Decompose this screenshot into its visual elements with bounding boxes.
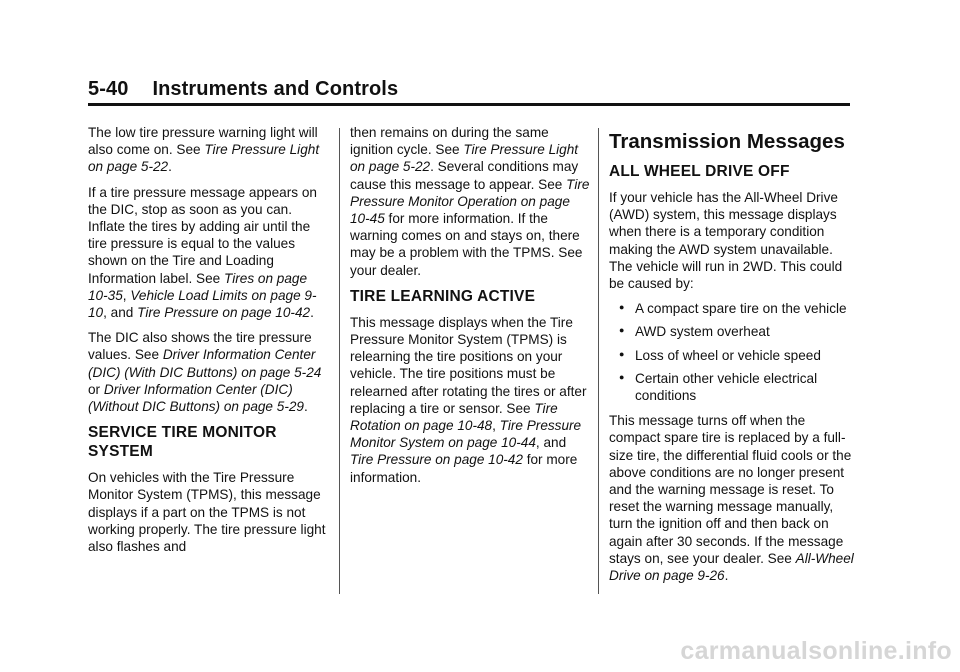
text: If a tire pressure message appears on the DIC, stop as soon as you can. Inflate the tires by adding air until the tire pressure is equal to the values shown on the Tire and Loading Information label. See — [88, 184, 317, 286]
heading-service-tire-monitor: SERVICE TIRE MONITOR SYSTEM — [88, 424, 277, 461]
list-item-text: Certain other vehicle electrical conditions — [635, 370, 818, 404]
bullet-icon: ● — [619, 371, 625, 382]
link-tire-pressure-light[interactable]: Tire Pressure Light on page 5-22 — [350, 142, 579, 175]
link-tire-pressure[interactable]: Tire Pressure on page 10-42 — [137, 305, 311, 321]
column-divider-1 — [339, 128, 340, 594]
text: . — [168, 159, 172, 175]
list-item-text: A compact spare tire on the vehicle — [635, 301, 847, 317]
text: or — [88, 381, 104, 397]
list-item — [609, 300, 854, 317]
paragraph-low-pressure — [88, 124, 328, 176]
column-2 — [350, 124, 590, 494]
paragraph-tpms: On vehicles with the Tire Pressure Monitor System (TPMS), this message displays if a part on the TPMS is not working properly. The tire pressure light also flashes and — [88, 470, 326, 555]
text: , and — [535, 435, 567, 451]
heading-all-wheel-drive-off: ALL WHEEL DRIVE OFF — [609, 163, 790, 180]
text: This message displays when the Tire Pressure Monitor System (TPMS) is relearning the tire positions on your vehicle. The tire positions must be relearned after rotating the tires or after replacing a tire or sensor. See — [350, 314, 587, 416]
text: , and — [103, 305, 138, 321]
link-dic-without-buttons[interactable]: Driver Information Center (DIC) (Without DIC Buttons) on page 5-29 — [88, 381, 304, 415]
header-rule — [88, 103, 850, 106]
bullet-icon: ● — [619, 348, 625, 359]
link-vehicle-load-limits[interactable]: Vehicle Load Limits on page 9-10 — [88, 287, 317, 321]
page-number: 5-40 — [88, 78, 129, 100]
link-tires[interactable]: Tires on page 10-35 — [88, 270, 308, 303]
text: . Several conditions may cause this message to appear. See — [350, 159, 579, 192]
column-3 — [609, 124, 854, 592]
link-dic-with-buttons[interactable]: Driver Information Center (DIC) (With DIC Buttons) on page 5-24 — [88, 347, 322, 380]
heading-transmission-messages: Transmission Messages — [609, 130, 845, 153]
text: The low tire pressure warning light will also come on. See — [88, 125, 318, 158]
list-item — [609, 347, 854, 364]
paragraph-tire-learning — [350, 314, 590, 486]
link-tire-pressure-light[interactable]: Tire Pressure Light on page 5-22 — [88, 142, 320, 175]
text: The DIC also shows the tire pressure values. See — [88, 330, 312, 363]
text: . — [724, 568, 729, 584]
awd-causes-list — [609, 300, 854, 404]
text: . — [310, 305, 314, 321]
text: for more information. — [350, 452, 578, 485]
link-tire-pressure[interactable]: Tire Pressure on page 10-42 — [350, 452, 523, 468]
paragraph-inflate — [88, 184, 328, 322]
watermark: carmanualsonline.info — [680, 637, 952, 665]
bullet-icon: ● — [619, 325, 625, 336]
link-tpms-operation[interactable]: Tire Pressure Monitor Operation on page 10-45 — [350, 176, 590, 227]
paragraph-dic-values — [88, 329, 328, 415]
column-divider-2 — [598, 128, 599, 594]
list-item — [609, 370, 854, 404]
text: This message turns off when the compact spare tire is replaced by a full-size tire, the differential fluid cools or the above conditions are no longer present and the warning message is reset. To reset the warning message manually, turn the ignition off and then back on again after 30 seconds. If the message stays on, see your dealer. See — [609, 413, 852, 566]
list-item — [609, 323, 854, 340]
link-tpms-system[interactable]: Tire Pressure Monitor System on page 10-44 — [350, 418, 582, 451]
bullet-icon: ● — [619, 302, 625, 313]
section-title: Instruments and Controls — [152, 78, 399, 100]
text: for more information. If the warning comes on and stays on, there may be a problem with the TPMS. See your dealer. — [350, 211, 583, 278]
paragraph-tpms-continued — [350, 124, 590, 279]
list-item-text: Loss of wheel or vehicle speed — [635, 347, 821, 363]
list-item-text: AWD system overheat — [635, 324, 770, 340]
text: , — [122, 287, 131, 303]
link-tire-rotation[interactable]: Tire Rotation on page 10-48 — [350, 400, 558, 434]
column-1 — [88, 124, 328, 563]
text: . — [303, 399, 308, 415]
link-all-wheel-drive[interactable]: All-Wheel Drive on page 9-26 — [609, 550, 854, 584]
paragraph-awd: If your vehicle has the All-Wheel Drive (AWD) system, this message displays when there is a temporary condition making the AWD system unavailable. The vehicle will run in 2WD. This could be caused by: — [609, 190, 843, 292]
paragraph-awd-reset — [609, 412, 854, 584]
text: , — [492, 418, 500, 434]
heading-tire-learning-active: TIRE LEARNING ACTIVE — [350, 287, 536, 305]
page-header — [88, 78, 398, 101]
text: then remains on during the same ignition cycle. See — [350, 125, 549, 158]
